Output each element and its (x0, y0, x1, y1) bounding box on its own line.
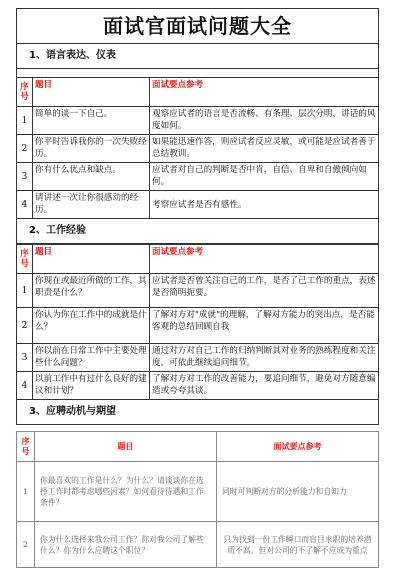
header-question: 题目 (33, 78, 150, 107)
table-experience (16, 244, 379, 400)
table-row (17, 191, 379, 219)
row-num: 2 (17, 135, 33, 163)
row-question: 你现在或最近所做的工作，其职责是什么？ (33, 274, 150, 308)
header-reference: 面试要点参考 (150, 78, 379, 107)
table-motivation (16, 431, 379, 568)
table-row (17, 163, 379, 191)
row-reference: 了解对方对"成就"的理解，了解对方能力的突出点，是否能客观的总结回顾自我 (150, 308, 379, 344)
header-num: 序号 (17, 78, 33, 107)
table-row (17, 274, 379, 308)
page-title: 面试官面试问题大全 (16, 8, 379, 43)
row-reference: 了解对方对工作的改善能力，要追问细节，避免对方随意编造或夸夸其谈。 (150, 372, 379, 400)
header-reference: 面试要点参考 (150, 245, 379, 274)
table-row (17, 522, 379, 568)
row-num: 2 (17, 522, 35, 568)
row-question: 简单的谈一下自己。 (33, 107, 150, 135)
row-reference: 考察应试者是否有感性。 (150, 191, 379, 219)
section-heading-3: 3、应聘动机与期望 (16, 400, 379, 425)
row-num: 4 (17, 372, 33, 400)
row-question: 你有什么优点和缺点。 (33, 163, 150, 191)
section-heading-1: 1、语言表达、仪表 (16, 43, 379, 69)
table-language (16, 77, 379, 219)
row-reference: 应试者对自己的判断是否中肯，自信、自卑和自傲倾向如何。 (150, 163, 379, 191)
row-reference: 应试者是否曾关注自己的工作，是否了己工作的重点，表述是否简明扼要。 (150, 274, 379, 308)
row-num: 3 (17, 344, 33, 372)
table-header-row (17, 432, 379, 462)
row-question: 请讲述一次让你很感动的经历。 (33, 191, 150, 219)
row-num: 4 (17, 191, 33, 219)
row-num: 3 (17, 163, 33, 191)
header-num: 序号 (17, 432, 35, 462)
row-num: 2 (17, 308, 33, 344)
row-question: 你为什么选择来我公司工作？你对我公司了解些什么？你为什么应聘这个职位？ (35, 522, 217, 568)
row-reference: 同时可判断对方的分析能力和自知力 (217, 462, 379, 522)
table-row (17, 462, 379, 522)
row-reference: 如果能迅速作答，则应试者反应灵敏，或可能是应试者善于总结教训。 (150, 135, 379, 163)
table-row (17, 344, 379, 372)
table-row (17, 308, 379, 344)
table-header-row (17, 78, 379, 107)
header-question: 题目 (35, 432, 217, 462)
spacer (16, 69, 379, 77)
header-question: 题目 (33, 245, 150, 274)
table-row (17, 372, 379, 400)
row-reference: 观察应试者的语言是否流畅、有条理、层次分明，讲话的风度如何。 (150, 107, 379, 135)
row-num: 1 (17, 462, 35, 522)
table-header-row (17, 245, 379, 274)
section-heading-2: 2、工作经验 (16, 219, 379, 244)
row-reference: 通过对方对自己工作的归纳判断其对业务的熟练程度和关注度，可依此继续追问细节。 (150, 344, 379, 372)
header-reference: 面试要点参考 (217, 432, 379, 462)
table-row (17, 135, 379, 163)
table-row (17, 107, 379, 135)
row-num: 1 (17, 274, 33, 308)
row-num: 1 (17, 107, 33, 135)
document-page (16, 8, 379, 568)
row-question: 你最喜欢的工作是什么？为什么？请谈谈你在选择工作时都考虑哪些因素？如何看待待遇和工作条件？ (35, 462, 217, 522)
header-num: 序号 (17, 245, 33, 274)
row-question: 你以前在日常工作中主要处理些什么问题？ (33, 344, 150, 372)
row-question: 以前工作中有过什么良好的建议和计划？ (33, 372, 150, 400)
row-reference: 只为找到一份工作瞬口而盲目求职的培养潜质不高，但对公司的不了解不应成为重点 (217, 522, 379, 568)
row-question: 你平时告诉我你的一次失败经历。 (33, 135, 150, 163)
row-question: 你认为你在工作中的成就是什么？ (33, 308, 150, 344)
